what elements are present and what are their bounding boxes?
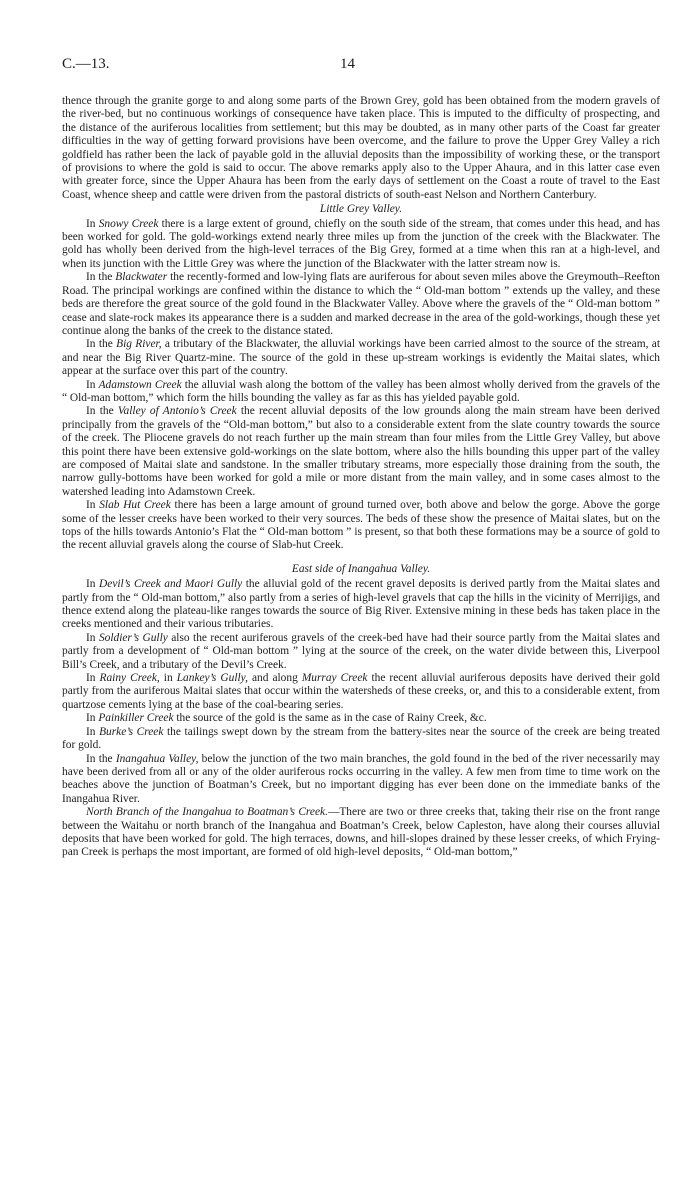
paragraph-text: In — [86, 378, 99, 391]
italic-place-name: Lankey’s Gully, — [176, 672, 248, 685]
body-paragraph — [62, 578, 660, 632]
document-reference: C.—13. — [62, 56, 110, 72]
paragraph-text: In the — [86, 752, 116, 765]
paragraph-text: the alluvial wash along the bottom of the valley has been almost wholly derived from the gravels of the “ Old-man bottom,” which form the hills bounding the valley as far as this has yielded payable gold. — [62, 378, 660, 404]
paragraph-text: the recently-formed and low-lying flats are auriferous for about seven miles above the Greymouth–Reefton Road. The principal workings are confined within the distance to which the “ Old-man bottom ” extends up the valley, and these beds are therefore the great source of the gold found in the Blackwater Valley. Above where the gravels of the “ Old-man bottom ” cease and slate-rock makes its appearance there is a sudden and marked decrease in the area of the gold-workings, though these yet continue along the banks of the creek to the distance stated. — [62, 271, 660, 337]
paragraph-text: also the recent auriferous gravels of the creek-bed have had their source partly from the Maitai slates and partly from a development of “ Old-man bottom ” lying at the source of the creek, on the water divide between this, Liverpool Bill’s Creek, and a tributary of the Devil’s Creek. — [62, 631, 660, 671]
italic-place-name: Slab Hut Creek — [99, 499, 171, 512]
body-paragraph — [62, 726, 660, 753]
paragraph-text: there is a large extent of ground, chiefly on the south side of the stream, that comes under this head, and has been worked for gold. The gold-workings extend nearly three miles up from the junction of the creek with the Blackwater. The gold has wholly been derived from the high-level terraces of the Big Grey, formed at a time when this ran at a high-level, and when its junction with the Little Grey was where the junction of the Blackwater with the latter stream now is. — [62, 217, 660, 270]
paragraph-text: —There are two or three creeks that, taking their rise on the front range between the Waitahu or north branch of the Inangahua and Boatman’s Creek, below Capleston, have along their courses alluvial deposits that have been worked for gold. The high terraces, downs, and hill-slopes drained by these lesser creeks, of which Frying-pan Creek is perhaps the most important, are formed of old high-level deposits, “ Old-man bottom,” — [62, 806, 660, 859]
paragraph-text: the tailings swept down by the stream from the battery-sites near the source of the creek are being treated for gold. — [62, 725, 660, 752]
body-paragraph — [62, 379, 660, 406]
body-paragraph — [62, 712, 660, 725]
paragraph-text: In — [86, 672, 100, 685]
italic-place-name: Rainy Creek, — [99, 672, 160, 685]
body-paragraph — [62, 672, 660, 712]
body-paragraph — [62, 218, 660, 272]
body-paragraph — [62, 806, 660, 860]
paragraph-text: In — [86, 578, 100, 591]
paragraph-text: In — [86, 217, 99, 230]
italic-place-name: Valley of Antonio’s Creek — [117, 405, 237, 418]
paragraph-text: In — [86, 499, 100, 512]
paragraph-text: the recent alluvial auriferous deposits have derived their gold partly from the auriferous Maitai slates that occur within the watersheds of these creeks, or, and this to a considerable extent, from quartzose cements lying at the base of the coal-bearing series. — [62, 672, 660, 711]
paragraph-text: In the — [86, 271, 116, 284]
paragraph-text: In — [86, 712, 99, 725]
document-body — [62, 95, 660, 860]
italic-place-name: Adamstown Creek — [98, 378, 182, 391]
body-paragraph — [62, 632, 660, 672]
paragraph-text: In — [86, 725, 100, 738]
body-paragraph — [62, 338, 660, 378]
paragraph-text: there has been a large amount of ground turned over, both above and below the gorge. Above the gorge some of the lesser creeks have been worked to their very sources. The beds of these show the presence of Maitai slates, but on the tops of the hills towards Antonio’s Flat the “ Old-man bottom ” is present, so that both these formations may be a source of gold to the recent alluvial gravels along the course of Slab-hut Creek. — [62, 499, 660, 552]
italic-place-name: Burke’s Creek — [99, 725, 164, 738]
paragraph-text: thence through the granite gorge to and along some parts of the Brown Grey, gold has been obtained from the modern gravels of the river-bed, but no continuous workings of consequence have taken place. This is imputed to the difficulty of prospecting, and the distance of the auriferous localities from settlement; but this may be doubted, as in many other parts of the Coast far greater difficulties in the way of getting forward provisions have been overcome, and the failure to prove the Upper Grey Valley a rich goldfield has rather been the lack of payable gold in the alluvial deposits than the impossibility of working these, or the transport of provisions to where the gold is said to occur. The above remarks apply also to the Upper Ahaura, and in this latter case even with greater force, since the Upper Ahaura has been from the early days of settlement on the Coast a route of travel to the East Coast, whence sheep and cattle were driven from the pastoral districts of south-east Nelson and Northern Canterbury. — [62, 95, 660, 201]
body-paragraph — [62, 753, 660, 807]
italic-place-name: North Branch of the Inangahua to Boatman’s Creek. — [86, 806, 328, 819]
paragraph-text: a tributary of the Blackwater, the alluvial workings have been carried almost to the source of the stream, at and near the Big River Quartz-mine. The source of the gold in these up-stream workings is evidently the Maitai slates, which appear at the surface over this part of the country. — [62, 338, 660, 378]
paragraph-text: and along — [247, 672, 302, 685]
paragraph-text: In the — [86, 405, 118, 418]
section-heading: East side of Inangahua Valley. — [291, 562, 431, 575]
italic-place-name: Big River, — [116, 338, 162, 351]
body-paragraph — [62, 405, 660, 499]
section-heading: Little Grey Valley. — [319, 203, 403, 216]
paragraph-text: the source of the gold is the same as in the case of Rainy Creek, &c. — [173, 712, 487, 725]
page-number: 14 — [340, 56, 355, 72]
paragraph-text: the recent alluvial deposits of the low grounds along the main stream have been derived principally from the gravels of the “Old-man bottom,” but also to a considerable extent from the slate country towards the source of the creek. The Pliocene gravels do not reach further up the main stream than four miles from the Little Grey Valley, but above this point there have been extensive gold-workings on the slate bottom, where also the hills bounding this upper part of the valley are composed of Maitai slate and sandstone. In the smaller tributary streams, more especially those draining from the south, the narrow gully-bottoms have been worked for gold a mile or more distant from the main valley, and in some cases almost to the watershed leading into Adamstown Creek. — [62, 405, 660, 498]
body-paragraph — [62, 271, 660, 338]
italic-place-name: Painkiller Creek — [98, 712, 174, 725]
body-paragraph — [62, 499, 660, 553]
paragraph-text: In the — [86, 338, 117, 351]
italic-place-name: Inangahua Valley, — [115, 752, 199, 765]
italic-place-name: Devil’s Creek and Maori Gully — [99, 578, 243, 591]
italic-place-name: Soldier’s Gully — [98, 631, 168, 644]
paragraph-text: below the junction of the two main branches, the gold found in the bed of the river necessarily may have been derived from all or any of the older auriferous rocks occurring in the valley. A few men from time to time work on the beaches above the junction of Boatman’s Creek, but no important digging has ever been done on the immediate banks of the Inangahua River. — [62, 752, 660, 805]
italic-place-name: Murray Creek — [301, 672, 368, 685]
italic-place-name: Blackwater — [115, 271, 168, 284]
paragraph-text: in — [159, 672, 177, 685]
paragraph-text: the alluvial gold of the recent gravel deposits is derived partly from the Maitai slates and partly from the “ Old-man bottom,” also partly from a series of high-level gravels that cap the hills in the vicinity of Merrijigs, and thence extend along the plateau-like ranges towards the source of Big River. Extensive mining in these beds has taken place in the creeks mentioned and their various tributaries. — [62, 578, 660, 631]
page-header — [62, 58, 660, 80]
italic-place-name: Snowy Creek — [98, 217, 159, 230]
body-paragraph — [62, 95, 660, 202]
paragraph-text: In — [86, 631, 99, 644]
